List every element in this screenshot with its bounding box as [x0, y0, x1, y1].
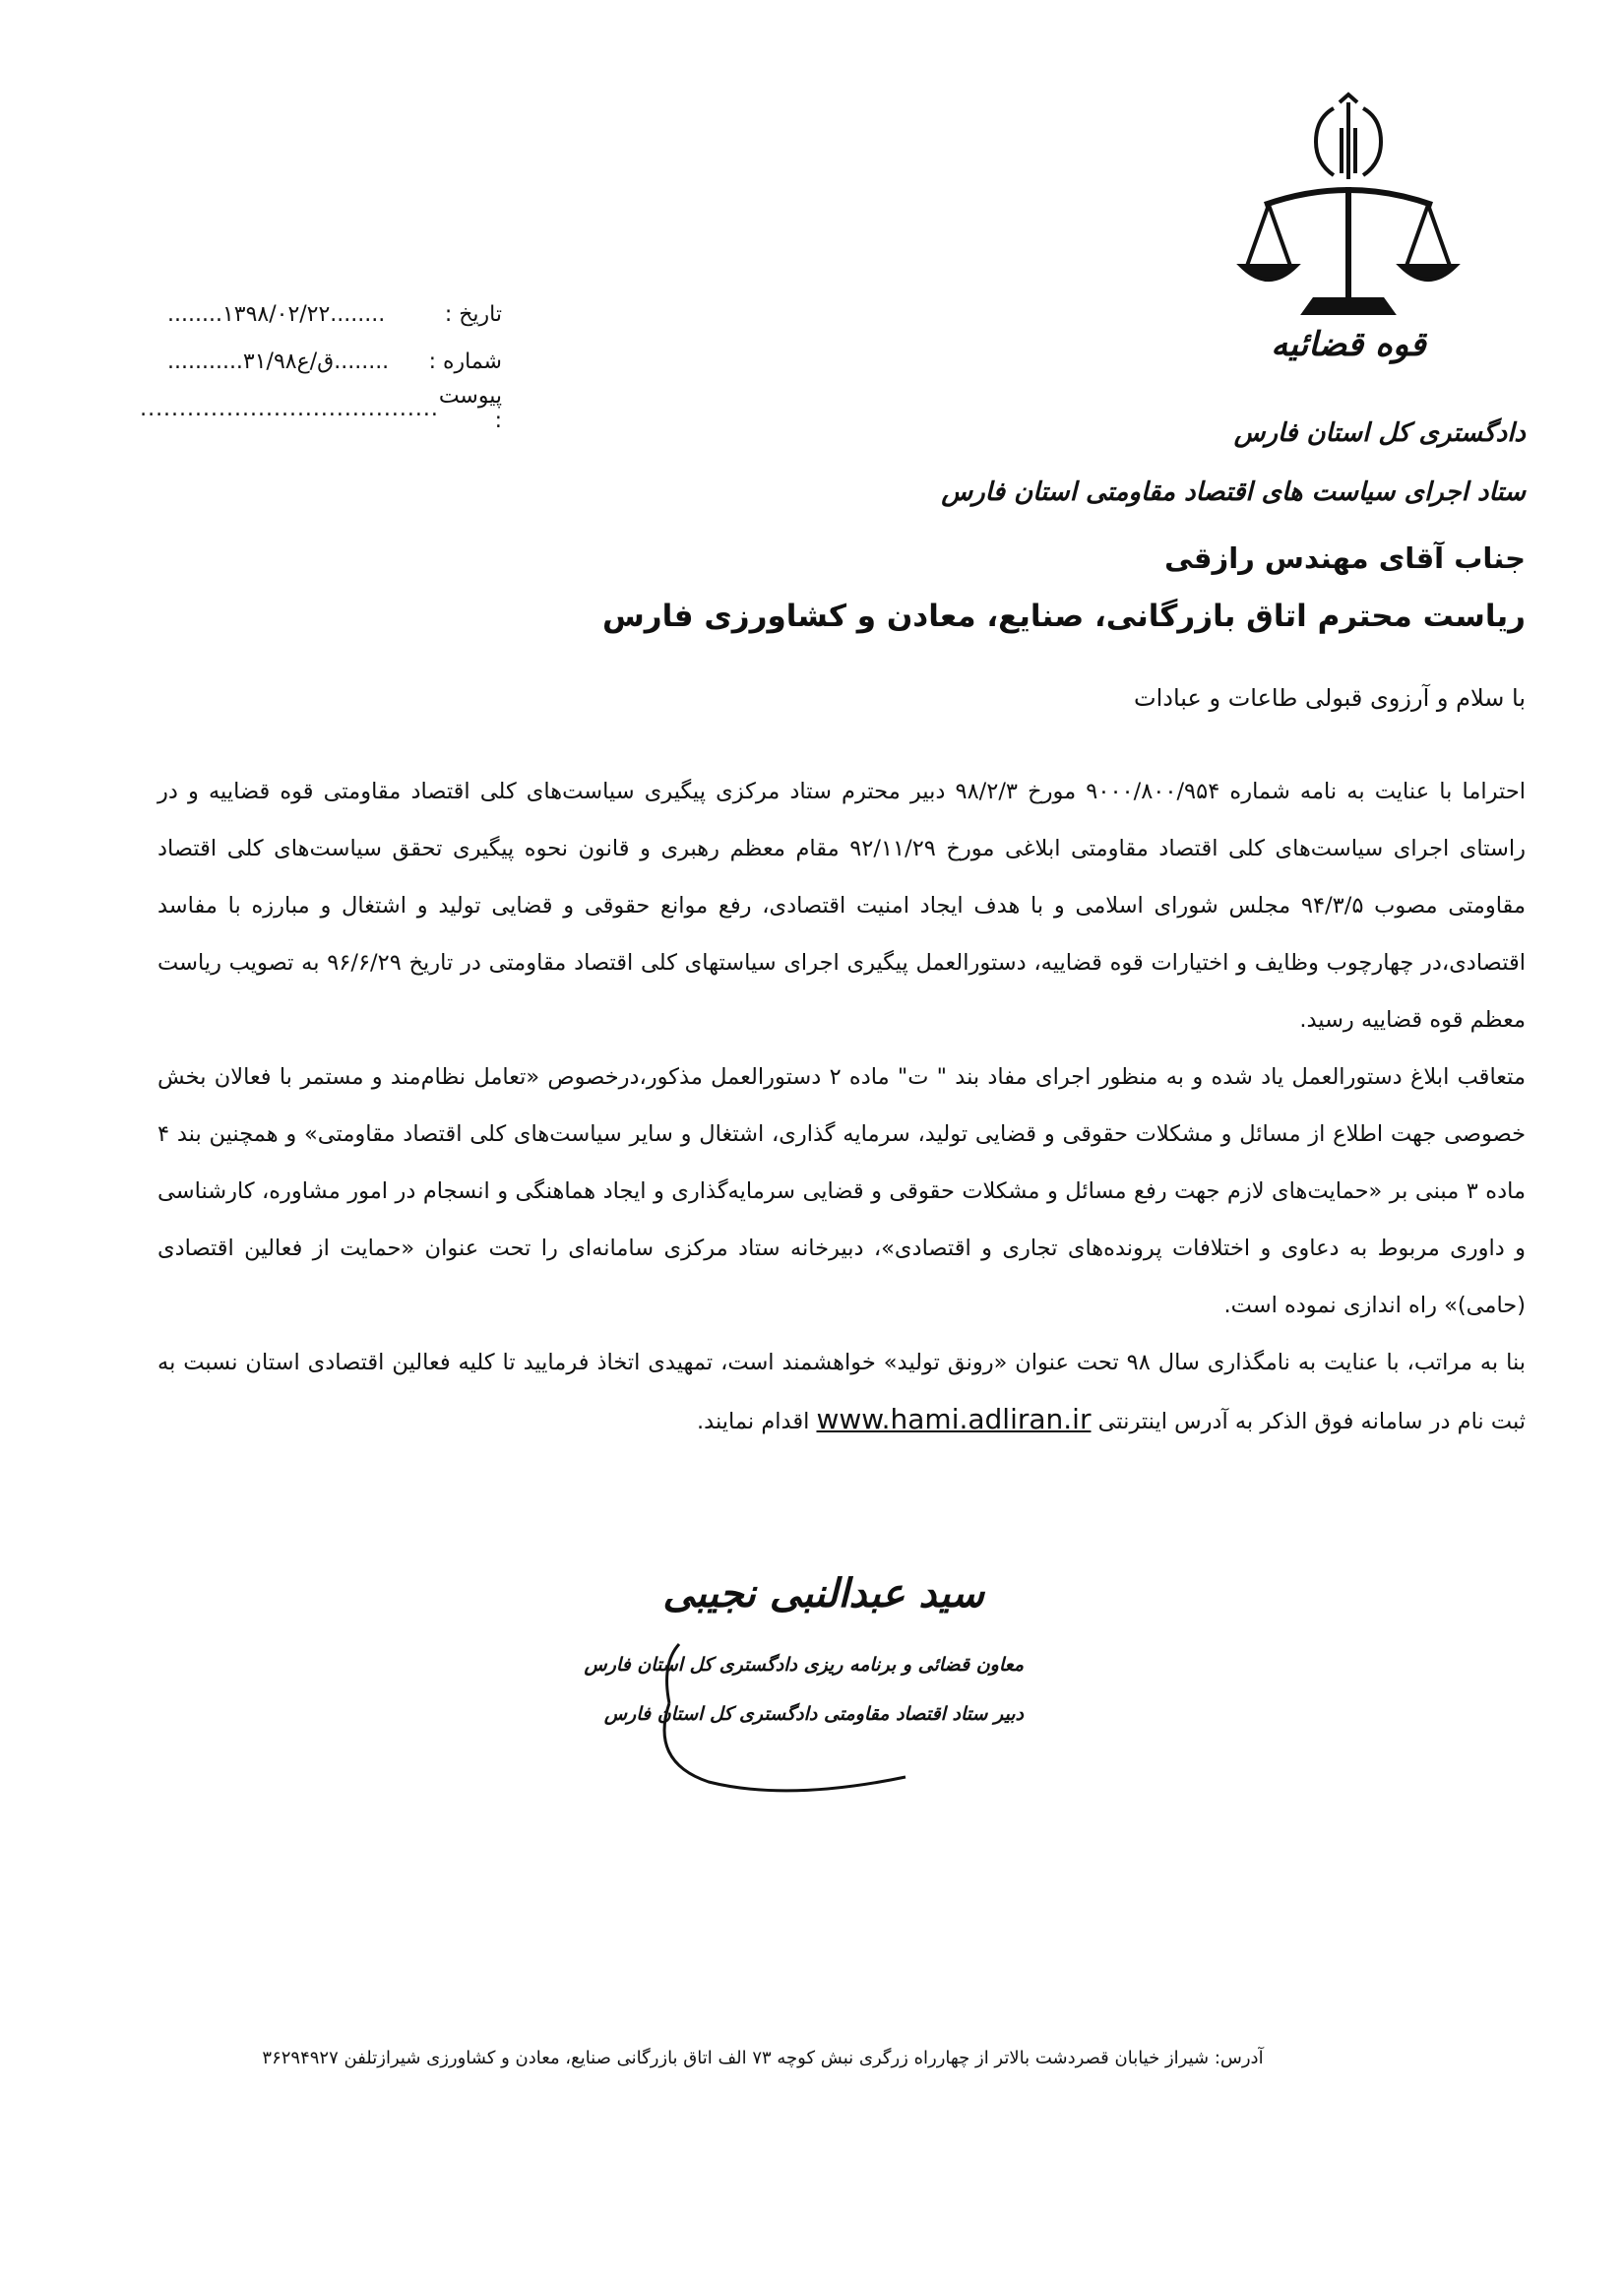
date-row [167, 290, 502, 338]
attachment-value: ...................................... [140, 396, 439, 421]
attachment-label: پیوست : [438, 384, 502, 433]
letter-body [157, 763, 1526, 1450]
recipient-title: ریاست محترم اتاق بازرگانی، صنایع، معادن و کشاورزی فارس [602, 599, 1526, 634]
body-paragraph-3-text: بنا به مراتب، با عنایت به نامگذاری سال ۹۸ تحت عنوان «رونق تولید» خواهشمند است، تمهیدی اتخاذ فرمایید تا کلیه فعالین اقتصادی استان نسبت به ثبت نام در سامانه فوق الذکر به آدرس اینترنتی [157, 1350, 1527, 1434]
date-value: ........۱۳۹۸/۰۲/۲۲........ [167, 301, 386, 327]
organization-name: دادگستری کل استان فارس [1233, 418, 1526, 448]
attachment-row [140, 384, 502, 433]
recipient-name: جناب آقای مهندس رازقی [1164, 541, 1526, 575]
number-label: شماره : [428, 349, 502, 374]
body-paragraph-3 [157, 1334, 1526, 1450]
greeting: با سلام و آرزوی قبولی طاعات و عبادات [1134, 684, 1526, 712]
scales-of-justice-icon [1235, 89, 1462, 345]
signatory-name: سید عبدالنبی نجیبی [662, 1570, 984, 1617]
organization-subunit: ستاد اجرای سیاست های اقتصاد مقاومتی استان فارس [941, 477, 1526, 507]
body-paragraph-2: متعاقب ابلاغ دستورالعمل یاد شده و به منظور اجرای مفاد بند " ت" ماده ۲ دستورالعمل مذکور،درخصوص «تعامل نظام‌مند و مستمر با فعالان بخش خصوصی جهت اطلاع از مسائل و مشکلات حقوقی و قضایی تولید، سرمایه گذاری، اشتغال و سایر سیاست‌های کلی اقتصاد مقاومتی» و همچنین بند ۴ ماده ۳ مبنی بر «حمایت‌های لازم جهت رفع مسائل و مشکلات حقوقی و قضایی سرمایه‌گذاری و ایجاد هماهنگی و انسجام در امور مشاوره، کارشناسی و داوری مربوط به دعاوی و اختلافات پرونده‌های تجاری و اقتصادی»، دبیرخانه ستاد مرکزی سامانه‌ای را تحت عنوان «حمایت از فعالین اقتصادی (حامی)» راه اندازی نموده است. [157, 1064, 1526, 1318]
footer-address: آدرس: شیراز خیابان قصردشت بالاتر از چهارراه زرگری نبش کوچه ۷۳ الف اتاق بازرگانی صنایع، معادن و کشاورزی شیرازتلفن ۳۶۲۹۴۹۲۷ [262, 2048, 1264, 2068]
emblem-caption: قوه قضائیه [1271, 325, 1426, 364]
website-link[interactable]: www.hami.adliran.ir [816, 1403, 1092, 1435]
signatory-title-2: دبیر ستاد اقتصاد مقاومتی دادگستری کل استان فارس [603, 1703, 1024, 1725]
date-label: تاریخ : [444, 301, 502, 327]
judiciary-emblem [1235, 89, 1462, 384]
number-value: ...........۳۱/ق/ع۹۸........ [167, 349, 390, 374]
body-paragraph-3-end: اقدام نمایند. [697, 1409, 810, 1434]
letter-meta [140, 290, 502, 433]
number-row [167, 338, 502, 385]
body-paragraph-1: احتراما با عنایت به نامه شماره ۹۰۰۰/۸۰۰/۹۵۴ مورخ ۹۸/۲/۳ دبیر محترم ستاد مرکزی پیگیری سیاست‌های کلی اقتصاد مقاومتی قوه قضاییه و در راستای اجرای سیاست‌های کلی اقتصاد مقاومتی ابلاغی مورخ ۹۲/۱۱/۲۹ مقام معظم رهبری و قانون نحوه پیگیری تحقق سیاست‌های کلی اقتصاد مقاومتی مصوب ۹۴/۳/۵ مجلس شورای اسلامی و با هدف ایجاد امنیت اقتصادی، رفع موانع حقوقی و قضایی تولید و اشتغال و مبارزه با مفاسد اقتصادی،در چهارچوب وظایف و اختیارات قوه قضاییه، دستورالعمل پیگیری اجرای سیاستهای کلی اقتصاد مقاومتی در تاریخ ۹۶/۶/۲۹ به تصویب ریاست معظم قوه قضاییه رسید. [157, 779, 1526, 1033]
signatory-title-1: معاون قضائی و برنامه ریزی دادگستری کل استان فارس [584, 1654, 1024, 1676]
signature-block [584, 1555, 1024, 1811]
